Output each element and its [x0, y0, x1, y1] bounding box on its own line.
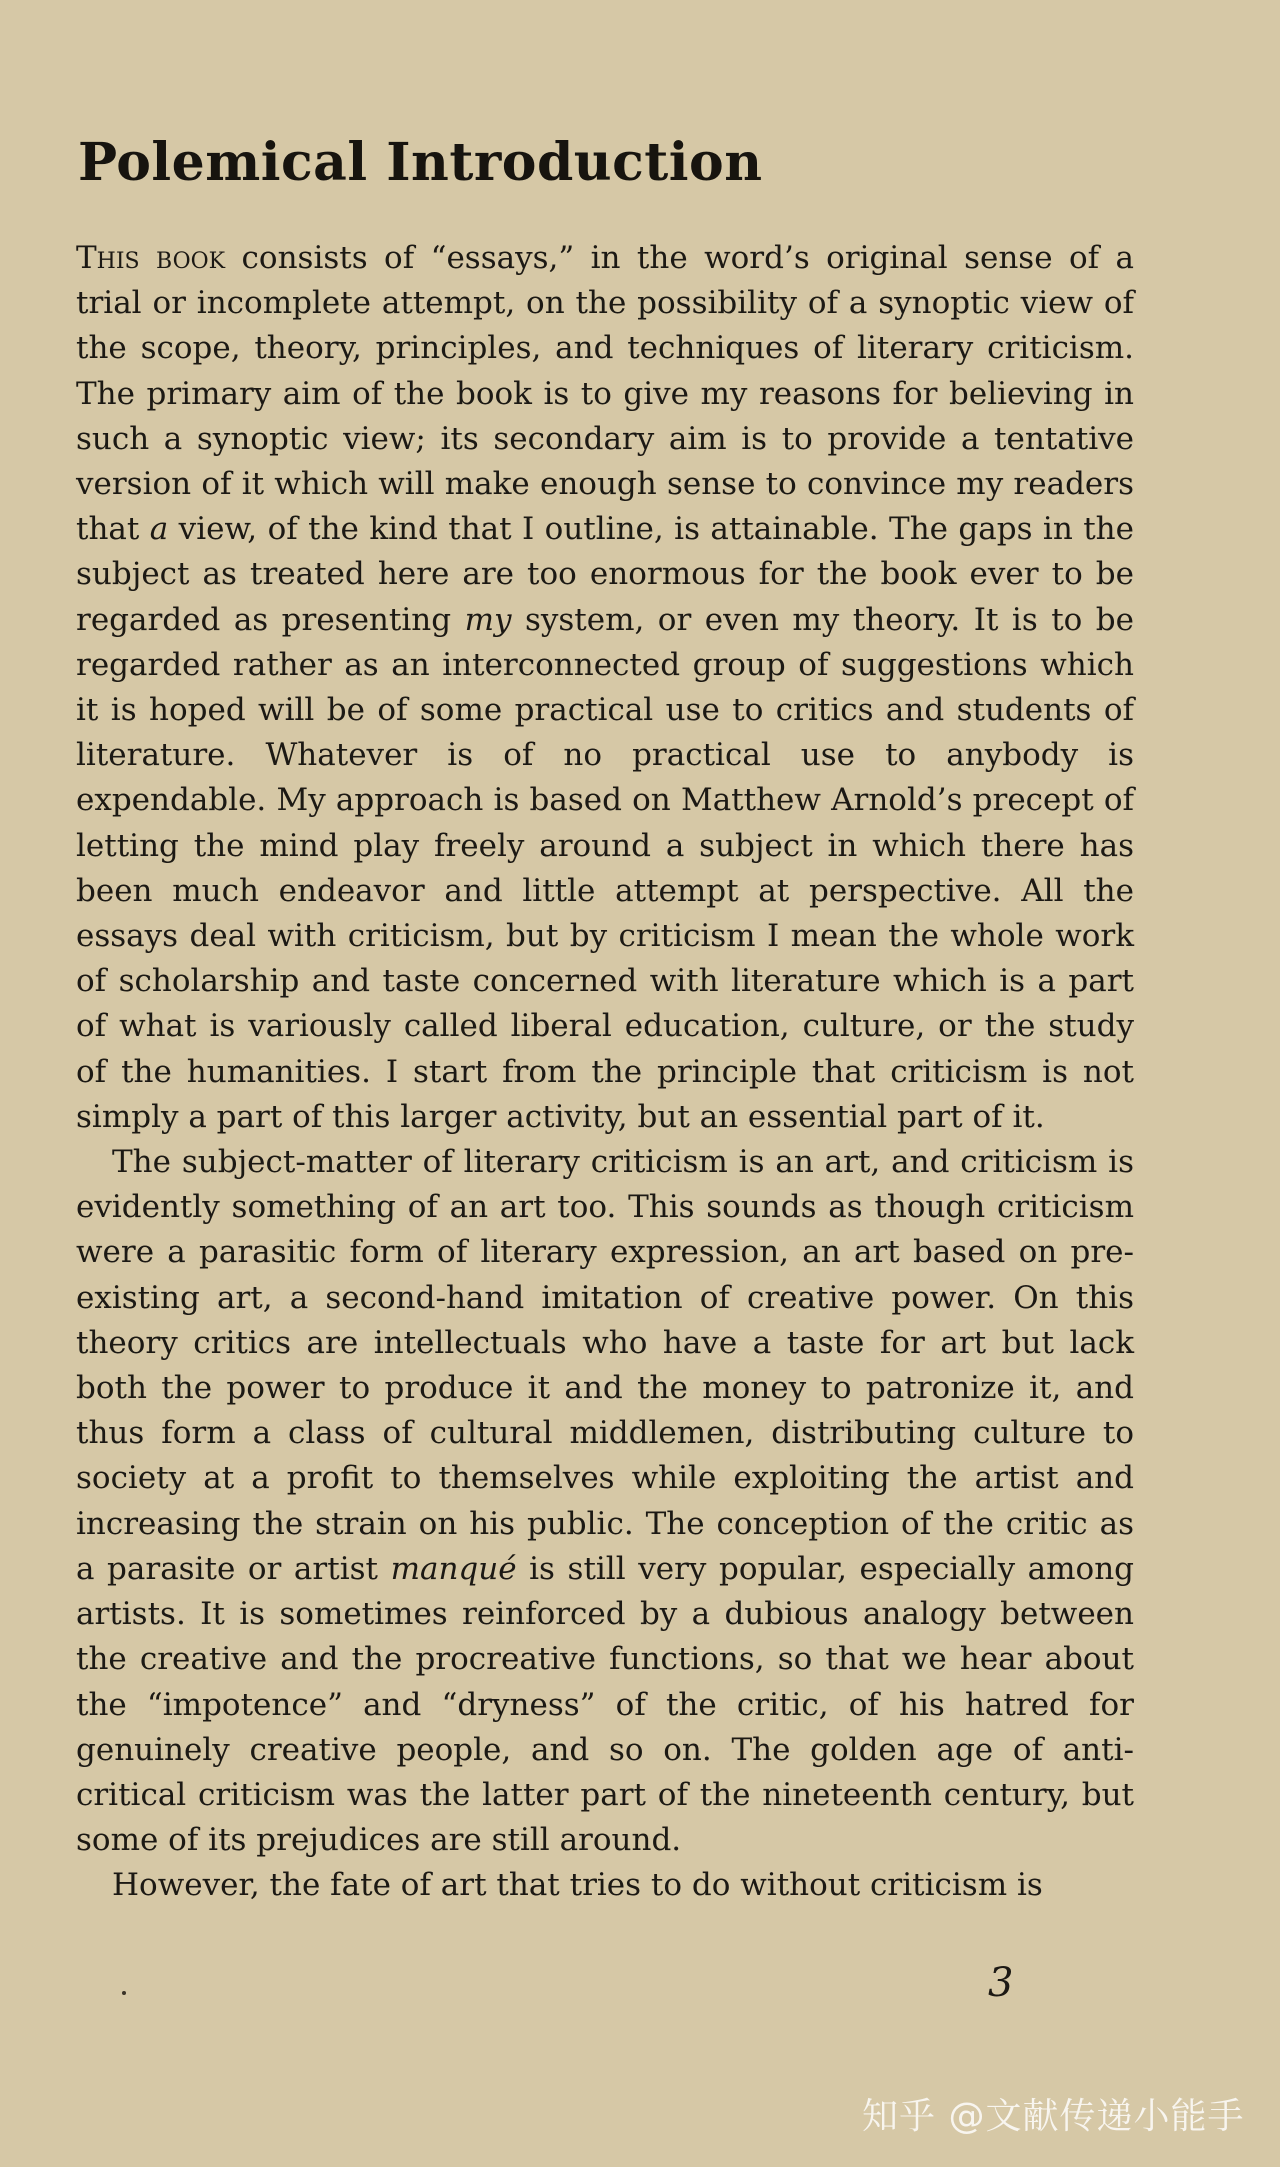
paragraph-text: system, or even my theory. It is to be regarded rather as an interconnected group of suggestions which it is hoped will be of some practical use to critics and students of literature. Whatever is of no practical use to anybody is expendable. My approach is based on Matthew Arnold’s precept of letting the mind play freely around a subject in which there has been much endeavor and little attempt at perspective. All the essays deal with criticism, but by criticism I mean the whole work of scholarship and taste concerned with literature which is a part of what is variously called liberal education, culture, or the study of the humanities. I start from the principle that criticism is not simply a part of this larger activity, but an essential part of it. [76, 601, 1134, 1135]
watermark: 知乎 @文献传递小能手 [862, 2096, 1245, 2137]
chapter-title: Polemical Introduction [78, 132, 763, 193]
paragraph-text: is still very popular, especially among artists. It is sometimes reinforced by a dubious analogy between the creative and the procreative functions, so that we hear about the “impotence” and “dryness” of the critic, of his hatred for genuinely creative people, and so on. The golden age of anti-critical criticism was the latter part of the nineteenth century, but some of its prejudices are still around. [76, 1550, 1134, 1859]
opening-smallcaps: This book [76, 240, 226, 276]
body-text [76, 236, 1134, 1909]
page-number: 3 [988, 1960, 1014, 2006]
italic-word: manqué [390, 1550, 517, 1587]
italic-word: a [149, 511, 169, 548]
paper-speck [122, 1991, 126, 1995]
italic-word: my [464, 601, 512, 638]
paragraph-text: consists of “essays,” in the word’s original sense of a trial or incomplete attempt, on the possibility of a synoptic view of the scope, theory, principles, and techniques of literary criticism. The primary aim of the book is to give my reasons for believing in such a synoptic view; its secondary aim is to provide a tentative version of it which will make enough sense to convince my readers that [76, 240, 1134, 548]
paragraph-text: view, of the kind that I outline, is attainable. The gaps in the subject as treated here are too enormous for the book ever to be regarded as presenting [76, 511, 1134, 638]
paragraph-2 [76, 1140, 1134, 1863]
paragraph-text: However, the fate of art that tries to do without criticism is [112, 1867, 1043, 1904]
paragraph-text: The subject-matter of literary criticism is an art, and criticism is evidently something of an art too. This sounds as though criticism were a parasitic form of literary expression, an art based on pre-existing art, a second-hand imitation of creative power. On this theory critics are intellectuals who have a taste for art but lack both the power to produce it and the money to patronize it, and thus form a class of cultural middlemen, distributing culture to society at a profit to themselves while exploiting the artist and increasing the strain on his public. The conception of the critic as a parasite or artist [76, 1144, 1134, 1587]
paragraph-1 [76, 236, 1134, 1140]
paragraph-3 [76, 1863, 1134, 1908]
